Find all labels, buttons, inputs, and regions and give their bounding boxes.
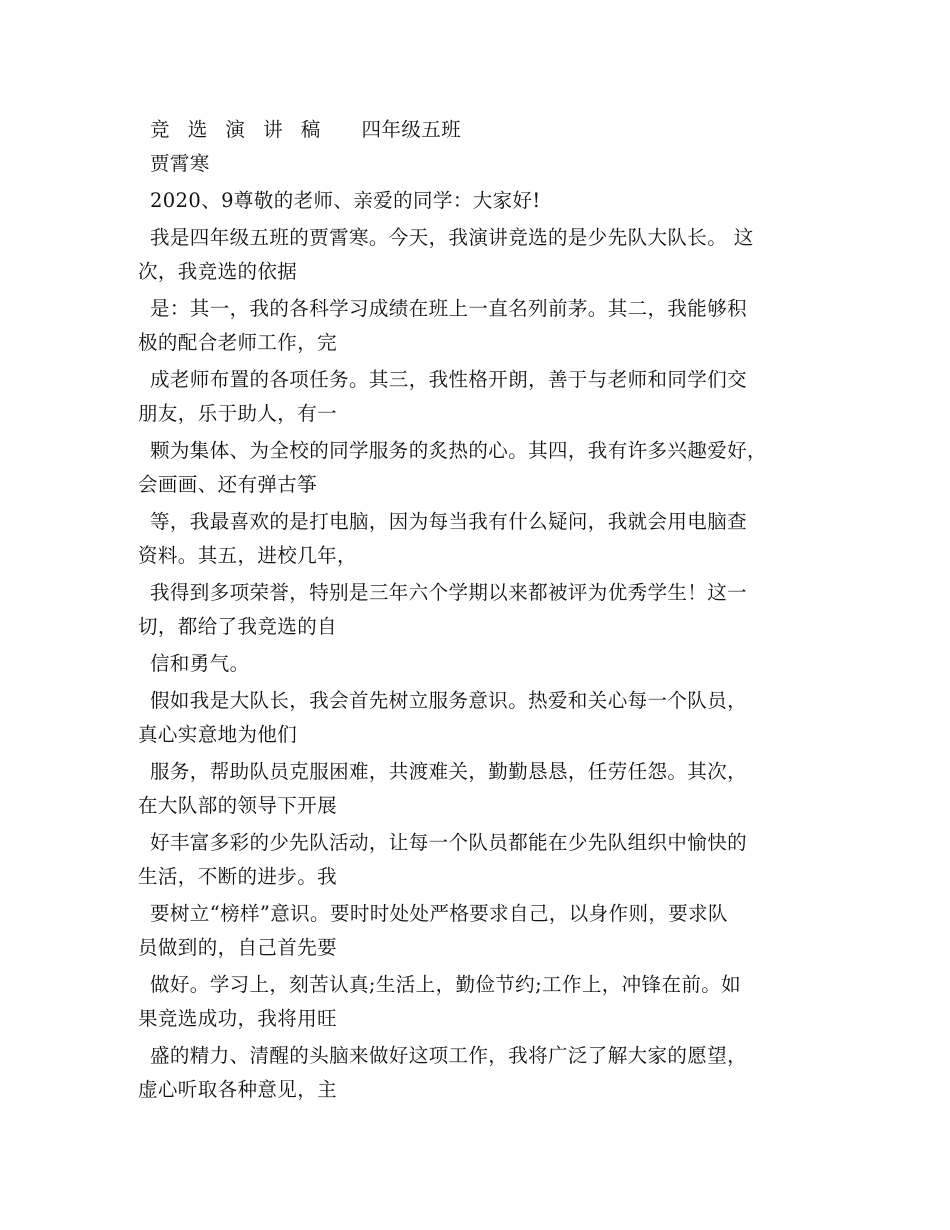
- author-name: 贾霄寒: [150, 152, 210, 175]
- text-line-6: 成老师布置的各项任务。其三，我性格开朗，善于与老师和同学们交: [150, 368, 748, 391]
- text-line-20: 生活，不断的进步。我: [138, 865, 338, 888]
- text-line-16: 真心实意地为他们: [138, 723, 298, 746]
- text-line-11: 资料。其五，进校几年，: [138, 544, 357, 567]
- text-line-24: 果竞选成功，我将用旺: [138, 1007, 338, 1030]
- text-line-17: 服务，帮助队员克服困难，共渡难关，勤勤恳恳，任劳任怨。其次，: [150, 760, 748, 783]
- text-line-8: 颗为集体、为全校的同学服务的炙热的心。其四，我有许多兴趣爱好，: [150, 439, 767, 462]
- text-line-26: 虚心听取各种意见，主: [138, 1078, 338, 1101]
- text-line-22: 员做到的，自己首先要: [138, 936, 338, 959]
- text-line-3: 次，我竞选的依据: [138, 260, 298, 283]
- text-line-2: 我是四年级五班的贾霄寒。今天，我演讲竞选的是少先队大队长。 这: [150, 226, 754, 249]
- document-title: 竞 选 演 讲 稿: [150, 118, 327, 141]
- title-line: [150, 118, 850, 142]
- text-line-1: 2020、9尊敬的老师、亲爱的同学：大家好!: [150, 189, 541, 212]
- text-line-18: 在大队部的领导下开展: [138, 794, 338, 817]
- text-line-23: 做好。学习上，刻苦认真;生活上，勤俭节约;工作上，冲锋在前。如: [150, 973, 742, 996]
- text-line-19: 好丰富多彩的少先队活动，让每一个队员都能在少先队组织中愉快的: [150, 831, 748, 854]
- text-line-4: 是：其一，我的各科学习成绩在班上一直名列前茅。其二，我能够积: [150, 297, 748, 320]
- text-line-10: 等，我最喜欢的是打电脑，因为每当我有什么疑问，我就会用电脑查: [150, 510, 748, 533]
- text-line-12: 我得到多项荣誉，特别是三年六个学期以来都被评为优秀学生！这一: [150, 581, 748, 604]
- text-line-14: 信和勇气。: [150, 652, 250, 675]
- text-line-7: 朋友，乐于助人，有一: [138, 402, 338, 425]
- text-line-21: 要树立“榜样”意识。要时时处处严格要求自己，以身作则，要求队: [150, 902, 728, 925]
- text-line-15: 假如我是大队长，我会首先树立服务意识。热爱和关心每一个队员，: [150, 689, 748, 712]
- class-name: 四年级五班: [361, 118, 462, 141]
- text-line-5: 极的配合老师工作，完: [138, 331, 338, 354]
- text-line-13: 切，都给了我竞选的自: [138, 615, 338, 638]
- text-line-9: 会画画、还有弹古筝: [138, 473, 318, 496]
- text-line-25: 盛的精力、清醒的头脑来做好这项工作，我将广泛了解大家的愿望，: [150, 1044, 748, 1067]
